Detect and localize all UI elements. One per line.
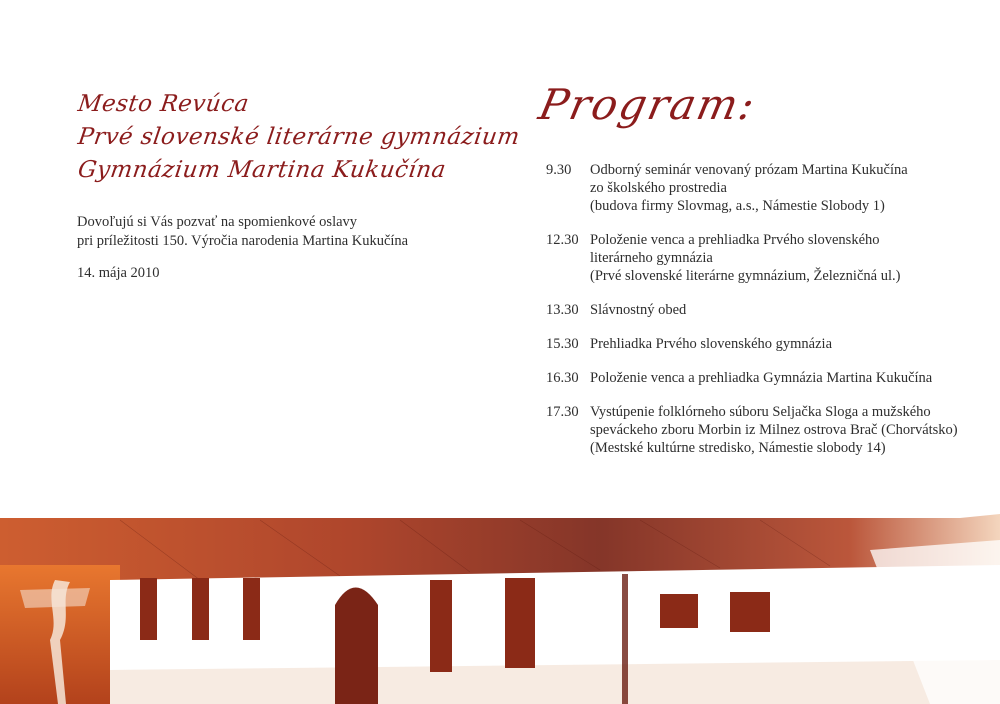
program-list [546,161,986,473]
program-time: 17.30 [546,404,579,420]
program-description [590,369,986,387]
program-description [590,301,986,319]
program-title: Program: [534,80,761,129]
program-description [590,335,986,353]
program-time: 15.30 [546,336,579,352]
organizer-line-gymnasium: Gymnázium Martina Kukučína [76,157,448,183]
program-description-line: Prehliadka Prvého slovenského gymnázia [590,336,833,352]
program-item [546,335,986,353]
program-description-line: literárneho gymnázia [590,250,713,266]
program-description-line: (Prvé slovenské literárne gymnázium, Železničná ul.) [590,268,901,284]
program-description [590,231,986,285]
program-time: 9.30 [546,162,572,178]
invitation-text [77,213,477,251]
organizer-heading [76,88,522,187]
invitation-line: Dovoľujú si Vás pozvať na spomienkové oslavy [77,214,358,230]
organizer-line-school: Prvé slovenské literárne gymnázium [76,124,522,150]
program-item [546,369,986,387]
organizer-line-town: Mesto Revúca [76,91,251,117]
program-item [546,301,986,319]
program-description-line: zo školského prostredia [590,180,727,196]
program-time: 16.30 [546,370,579,386]
program-description [590,161,986,215]
program-description-line: Položenie venca a prehliadka Gymnázia Martina Kukučína [590,370,933,386]
event-date: 14. mája 2010 [77,265,160,281]
program-description-line: Položenie venca a prehliadka Prvého slovenského [590,232,880,248]
program-description-line: (budova firmy Slovmag, a.s., Námestie Slobody 1) [590,198,885,214]
program-description [590,403,986,457]
program-description-line: Slávnostný obed [590,302,687,318]
invitation-line: pri príležitosti 150. Výročia narodenia Martina Kukučína [77,233,409,249]
program-description-line: Vystúpenie folklórneho súboru Seljačka Sloga a mužského [590,404,931,420]
program-description-line: (Mestské kultúrne stredisko, Námestie slobody 14) [590,440,886,456]
program-time: 13.30 [546,302,579,318]
program-description-line: speváckeho zboru Morbin iz Milnez ostrova Brač (Chorvátsko) [590,422,958,438]
program-item [546,161,986,215]
program-item [546,403,986,457]
building-illustration [0,510,1000,704]
program-description-line: Odborný seminár venovaný prózam Martina Kukučína [590,162,908,178]
program-time: 12.30 [546,232,579,248]
program-item [546,231,986,285]
